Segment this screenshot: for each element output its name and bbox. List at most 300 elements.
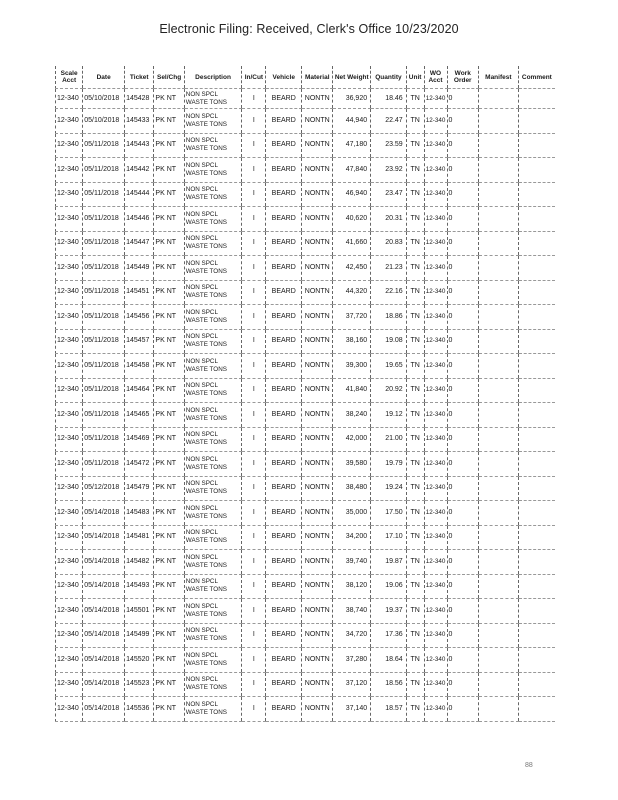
table-row: [56, 501, 556, 526]
scale-acct-cell: 12-340: [56, 623, 83, 648]
description-cell: NON SPCL WASTE TONS: [184, 89, 242, 109]
net-weight-cell: 38,740: [333, 599, 371, 624]
scale-acct-cell: 12-340: [56, 403, 83, 428]
wo-acct-cell: 12-340: [424, 207, 447, 232]
vehicle-cell: BEARD: [266, 280, 302, 305]
sel-chg-cell: PK NT: [154, 182, 184, 207]
work-order-cell: 0: [447, 550, 478, 575]
net-weight-cell: 40,620: [333, 207, 371, 232]
net-weight-cell: 34,200: [333, 525, 371, 550]
comment-cell: [518, 648, 555, 673]
work-order-cell: 0: [447, 672, 478, 697]
vehicle-cell: BEARD: [266, 329, 302, 354]
column-header: Unit: [406, 66, 424, 89]
in-cut-cell: I: [242, 403, 266, 428]
work-order-cell: 0: [447, 133, 478, 158]
comment-cell: [518, 256, 555, 281]
description-cell: NON SPCL WASTE TONS: [184, 256, 242, 281]
description-cell: NON SPCL WASTE TONS: [184, 599, 242, 624]
scale-acct-cell: 12-340: [56, 476, 83, 501]
comment-cell: [518, 133, 555, 158]
vehicle-cell: BEARD: [266, 109, 302, 134]
comment-cell: [518, 574, 555, 599]
table-row: [56, 427, 556, 452]
work-order-cell: 0: [447, 574, 478, 599]
in-cut-cell: I: [242, 182, 266, 207]
ticket-cell: 145451: [125, 280, 154, 305]
scale-acct-cell: 12-340: [56, 648, 83, 673]
date-cell: 05/14/2018: [83, 525, 125, 550]
quantity-cell: 19.08: [371, 329, 407, 354]
sel-chg-cell: PK NT: [154, 207, 184, 232]
quantity-cell: 23.92: [371, 158, 407, 183]
manifest-cell: [478, 329, 518, 354]
unit-cell: TN: [406, 354, 424, 379]
work-order-cell: 0: [447, 599, 478, 624]
material-cell: NONTN: [302, 378, 333, 403]
sel-chg-cell: PK NT: [154, 256, 184, 281]
in-cut-cell: I: [242, 599, 266, 624]
manifest-cell: [478, 403, 518, 428]
sel-chg-cell: PK NT: [154, 550, 184, 575]
comment-cell: [518, 207, 555, 232]
comment-cell: [518, 280, 555, 305]
wo-acct-cell: 12-340: [424, 550, 447, 575]
in-cut-cell: I: [242, 574, 266, 599]
wo-acct-cell: 12-340: [424, 403, 447, 428]
in-cut-cell: I: [242, 280, 266, 305]
scale-acct-cell: 12-340: [56, 574, 83, 599]
in-cut-cell: I: [242, 501, 266, 526]
work-order-cell: 0: [447, 280, 478, 305]
vehicle-cell: BEARD: [266, 378, 302, 403]
comment-cell: [518, 623, 555, 648]
scale-acct-cell: 12-340: [56, 354, 83, 379]
quantity-cell: 20.31: [371, 207, 407, 232]
quantity-cell: 18.46: [371, 89, 407, 109]
description-cell: NON SPCL WASTE TONS: [184, 329, 242, 354]
wo-acct-cell: 12-340: [424, 599, 447, 624]
sel-chg-cell: PK NT: [154, 427, 184, 452]
date-cell: 05/14/2018: [83, 599, 125, 624]
vehicle-cell: BEARD: [266, 231, 302, 256]
in-cut-cell: I: [242, 354, 266, 379]
sel-chg-cell: PK NT: [154, 697, 184, 722]
manifest-cell: [478, 158, 518, 183]
in-cut-cell: I: [242, 697, 266, 722]
manifest-cell: [478, 672, 518, 697]
scale-acct-cell: 12-340: [56, 182, 83, 207]
column-header: Sel/Chg: [154, 66, 184, 89]
ticket-cell: 145536: [125, 697, 154, 722]
unit-cell: TN: [406, 133, 424, 158]
sel-chg-cell: PK NT: [154, 89, 184, 109]
page-mark: 88: [525, 762, 533, 769]
disposal-ticket-table: [55, 66, 555, 722]
ticket-cell: 145469: [125, 427, 154, 452]
work-order-cell: 0: [447, 697, 478, 722]
manifest-cell: [478, 550, 518, 575]
unit-cell: TN: [406, 329, 424, 354]
comment-cell: [518, 697, 555, 722]
description-cell: NON SPCL WASTE TONS: [184, 305, 242, 330]
work-order-cell: 0: [447, 648, 478, 673]
net-weight-cell: 37,720: [333, 305, 371, 330]
column-header: Work Order: [447, 66, 478, 89]
sel-chg-cell: PK NT: [154, 623, 184, 648]
quantity-cell: 17.50: [371, 501, 407, 526]
material-cell: NONTN: [302, 280, 333, 305]
ticket-cell: 145479: [125, 476, 154, 501]
scale-acct-cell: 12-340: [56, 329, 83, 354]
description-cell: NON SPCL WASTE TONS: [184, 133, 242, 158]
table-row: [56, 133, 556, 158]
material-cell: NONTN: [302, 599, 333, 624]
manifest-cell: [478, 280, 518, 305]
work-order-cell: 0: [447, 256, 478, 281]
description-cell: NON SPCL WASTE TONS: [184, 403, 242, 428]
table-row: [56, 305, 556, 330]
work-order-cell: 0: [447, 89, 478, 109]
in-cut-cell: I: [242, 672, 266, 697]
ticket-cell: 145457: [125, 329, 154, 354]
ticket-cell: 145456: [125, 305, 154, 330]
date-cell: 05/10/2018: [83, 89, 125, 109]
net-weight-cell: 42,000: [333, 427, 371, 452]
comment-cell: [518, 231, 555, 256]
quantity-cell: 18.86: [371, 305, 407, 330]
manifest-cell: [478, 89, 518, 109]
material-cell: NONTN: [302, 207, 333, 232]
in-cut-cell: I: [242, 89, 266, 109]
wo-acct-cell: 12-340: [424, 697, 447, 722]
wo-acct-cell: 12-340: [424, 89, 447, 109]
column-header: Comment: [518, 66, 555, 89]
in-cut-cell: I: [242, 452, 266, 477]
in-cut-cell: I: [242, 305, 266, 330]
unit-cell: TN: [406, 158, 424, 183]
unit-cell: TN: [406, 623, 424, 648]
wo-acct-cell: 12-340: [424, 525, 447, 550]
in-cut-cell: I: [242, 476, 266, 501]
material-cell: NONTN: [302, 672, 333, 697]
net-weight-cell: 39,300: [333, 354, 371, 379]
table-row: [56, 623, 556, 648]
quantity-cell: 19.79: [371, 452, 407, 477]
material-cell: NONTN: [302, 403, 333, 428]
comment-cell: [518, 550, 555, 575]
work-order-cell: 0: [447, 452, 478, 477]
vehicle-cell: BEARD: [266, 574, 302, 599]
in-cut-cell: I: [242, 207, 266, 232]
net-weight-cell: 38,480: [333, 476, 371, 501]
sel-chg-cell: PK NT: [154, 354, 184, 379]
unit-cell: TN: [406, 182, 424, 207]
ticket-cell: 145446: [125, 207, 154, 232]
manifest-cell: [478, 697, 518, 722]
unit-cell: TN: [406, 207, 424, 232]
date-cell: 05/14/2018: [83, 550, 125, 575]
unit-cell: TN: [406, 672, 424, 697]
quantity-cell: 17.36: [371, 623, 407, 648]
net-weight-cell: 37,120: [333, 672, 371, 697]
description-cell: NON SPCL WASTE TONS: [184, 623, 242, 648]
table-body: [56, 89, 556, 722]
quantity-cell: 21.00: [371, 427, 407, 452]
material-cell: NONTN: [302, 427, 333, 452]
net-weight-cell: 41,660: [333, 231, 371, 256]
in-cut-cell: I: [242, 231, 266, 256]
comment-cell: [518, 427, 555, 452]
material-cell: NONTN: [302, 525, 333, 550]
sel-chg-cell: PK NT: [154, 501, 184, 526]
material-cell: NONTN: [302, 109, 333, 134]
unit-cell: TN: [406, 525, 424, 550]
work-order-cell: 0: [447, 158, 478, 183]
wo-acct-cell: 12-340: [424, 133, 447, 158]
sel-chg-cell: PK NT: [154, 158, 184, 183]
scale-acct-cell: 12-340: [56, 427, 83, 452]
date-cell: 05/11/2018: [83, 280, 125, 305]
ticket-cell: 145464: [125, 378, 154, 403]
manifest-cell: [478, 378, 518, 403]
date-cell: 05/12/2018: [83, 476, 125, 501]
in-cut-cell: I: [242, 525, 266, 550]
sel-chg-cell: PK NT: [154, 476, 184, 501]
description-cell: NON SPCL WASTE TONS: [184, 452, 242, 477]
sel-chg-cell: PK NT: [154, 329, 184, 354]
vehicle-cell: BEARD: [266, 158, 302, 183]
manifest-cell: [478, 182, 518, 207]
page-title: Electronic Filing: Received, Clerk's Office 10/23/2020: [159, 22, 459, 36]
scale-acct-cell: 12-340: [56, 280, 83, 305]
wo-acct-cell: 12-340: [424, 354, 447, 379]
material-cell: NONTN: [302, 452, 333, 477]
work-order-cell: 0: [447, 182, 478, 207]
manifest-cell: [478, 305, 518, 330]
column-header: Vehicle: [266, 66, 302, 89]
material-cell: NONTN: [302, 158, 333, 183]
unit-cell: TN: [406, 280, 424, 305]
material-cell: NONTN: [302, 697, 333, 722]
manifest-cell: [478, 476, 518, 501]
unit-cell: TN: [406, 550, 424, 575]
manifest-cell: [478, 525, 518, 550]
vehicle-cell: BEARD: [266, 182, 302, 207]
wo-acct-cell: 12-340: [424, 305, 447, 330]
scale-acct-cell: 12-340: [56, 525, 83, 550]
work-order-cell: 0: [447, 354, 478, 379]
ticket-cell: 145428: [125, 89, 154, 109]
material-cell: NONTN: [302, 305, 333, 330]
date-cell: 05/14/2018: [83, 574, 125, 599]
net-weight-cell: 46,940: [333, 182, 371, 207]
manifest-cell: [478, 501, 518, 526]
material-cell: NONTN: [302, 574, 333, 599]
date-cell: 05/14/2018: [83, 697, 125, 722]
net-weight-cell: 42,450: [333, 256, 371, 281]
in-cut-cell: I: [242, 158, 266, 183]
table-row: [56, 207, 556, 232]
material-cell: NONTN: [302, 231, 333, 256]
in-cut-cell: I: [242, 109, 266, 134]
vehicle-cell: BEARD: [266, 256, 302, 281]
table-row: [56, 89, 556, 109]
comment-cell: [518, 672, 555, 697]
quantity-cell: 20.83: [371, 231, 407, 256]
date-cell: 05/14/2018: [83, 623, 125, 648]
ticket-cell: 145442: [125, 158, 154, 183]
net-weight-cell: 39,580: [333, 452, 371, 477]
material-cell: NONTN: [302, 256, 333, 281]
quantity-cell: 19.65: [371, 354, 407, 379]
date-cell: 05/14/2018: [83, 672, 125, 697]
manifest-cell: [478, 133, 518, 158]
manifest-cell: [478, 427, 518, 452]
table-row: [56, 672, 556, 697]
scale-acct-cell: 12-340: [56, 231, 83, 256]
scale-acct-cell: 12-340: [56, 109, 83, 134]
quantity-cell: 21.23: [371, 256, 407, 281]
date-cell: 05/11/2018: [83, 305, 125, 330]
column-header: Manifest: [478, 66, 518, 89]
quantity-cell: 20.92: [371, 378, 407, 403]
unit-cell: TN: [406, 305, 424, 330]
column-header: Date: [83, 66, 125, 89]
net-weight-cell: 44,940: [333, 109, 371, 134]
quantity-cell: 22.47: [371, 109, 407, 134]
manifest-cell: [478, 207, 518, 232]
in-cut-cell: I: [242, 133, 266, 158]
manifest-cell: [478, 623, 518, 648]
comment-cell: [518, 452, 555, 477]
table-row: [56, 182, 556, 207]
table-row: [56, 231, 556, 256]
material-cell: NONTN: [302, 182, 333, 207]
work-order-cell: 0: [447, 207, 478, 232]
table-row: [56, 476, 556, 501]
sel-chg-cell: PK NT: [154, 403, 184, 428]
comment-cell: [518, 354, 555, 379]
comment-cell: [518, 476, 555, 501]
sel-chg-cell: PK NT: [154, 109, 184, 134]
scale-acct-cell: 12-340: [56, 256, 83, 281]
ticket-cell: 145501: [125, 599, 154, 624]
ticket-cell: 145483: [125, 501, 154, 526]
work-order-cell: 0: [447, 476, 478, 501]
description-cell: NON SPCL WASTE TONS: [184, 109, 242, 134]
manifest-cell: [478, 599, 518, 624]
vehicle-cell: BEARD: [266, 89, 302, 109]
unit-cell: TN: [406, 256, 424, 281]
material-cell: NONTN: [302, 476, 333, 501]
column-header: Material: [302, 66, 333, 89]
date-cell: 05/11/2018: [83, 133, 125, 158]
date-cell: 05/11/2018: [83, 427, 125, 452]
work-order-cell: 0: [447, 109, 478, 134]
wo-acct-cell: 12-340: [424, 329, 447, 354]
sel-chg-cell: PK NT: [154, 574, 184, 599]
scale-acct-cell: 12-340: [56, 452, 83, 477]
wo-acct-cell: 12-340: [424, 256, 447, 281]
column-header: In/Cut: [242, 66, 266, 89]
in-cut-cell: I: [242, 378, 266, 403]
date-cell: 05/14/2018: [83, 648, 125, 673]
unit-cell: TN: [406, 378, 424, 403]
material-cell: NONTN: [302, 354, 333, 379]
ticket-cell: 145465: [125, 403, 154, 428]
vehicle-cell: BEARD: [266, 452, 302, 477]
table-row: [56, 648, 556, 673]
description-cell: NON SPCL WASTE TONS: [184, 207, 242, 232]
column-header: Net Weight: [333, 66, 371, 89]
net-weight-cell: 38,160: [333, 329, 371, 354]
scale-acct-cell: 12-340: [56, 89, 83, 109]
scale-acct-cell: 12-340: [56, 158, 83, 183]
quantity-cell: 18.57: [371, 697, 407, 722]
table-row: [56, 158, 556, 183]
wo-acct-cell: 12-340: [424, 427, 447, 452]
sel-chg-cell: PK NT: [154, 231, 184, 256]
description-cell: NON SPCL WASTE TONS: [184, 280, 242, 305]
sel-chg-cell: PK NT: [154, 378, 184, 403]
date-cell: 05/11/2018: [83, 182, 125, 207]
work-order-cell: 0: [447, 623, 478, 648]
table-row: [56, 574, 556, 599]
date-cell: 05/11/2018: [83, 158, 125, 183]
column-header: Scale Acct: [56, 66, 83, 89]
wo-acct-cell: 12-340: [424, 648, 447, 673]
table-row: [56, 280, 556, 305]
date-cell: 05/11/2018: [83, 329, 125, 354]
vehicle-cell: BEARD: [266, 403, 302, 428]
work-order-cell: 0: [447, 427, 478, 452]
ticket-cell: 145523: [125, 672, 154, 697]
description-cell: NON SPCL WASTE TONS: [184, 672, 242, 697]
table-row: [56, 403, 556, 428]
description-cell: NON SPCL WASTE TONS: [184, 182, 242, 207]
table-row: [56, 452, 556, 477]
description-cell: NON SPCL WASTE TONS: [184, 231, 242, 256]
work-order-cell: 0: [447, 378, 478, 403]
ticket-cell: 145481: [125, 525, 154, 550]
comment-cell: [518, 182, 555, 207]
scale-acct-cell: 12-340: [56, 550, 83, 575]
comment-cell: [518, 599, 555, 624]
wo-acct-cell: 12-340: [424, 231, 447, 256]
vehicle-cell: BEARD: [266, 599, 302, 624]
wo-acct-cell: 12-340: [424, 158, 447, 183]
vehicle-cell: BEARD: [266, 354, 302, 379]
comment-cell: [518, 158, 555, 183]
scale-acct-cell: 12-340: [56, 697, 83, 722]
vehicle-cell: BEARD: [266, 476, 302, 501]
date-cell: 05/11/2018: [83, 452, 125, 477]
vehicle-cell: BEARD: [266, 623, 302, 648]
scale-acct-cell: 12-340: [56, 207, 83, 232]
quantity-cell: 23.59: [371, 133, 407, 158]
ticket-cell: 145482: [125, 550, 154, 575]
wo-acct-cell: 12-340: [424, 476, 447, 501]
vehicle-cell: BEARD: [266, 697, 302, 722]
quantity-cell: 19.87: [371, 550, 407, 575]
quantity-cell: 19.12: [371, 403, 407, 428]
quantity-cell: 17.10: [371, 525, 407, 550]
table-row: [56, 329, 556, 354]
unit-cell: TN: [406, 599, 424, 624]
column-header: Quantity: [371, 66, 407, 89]
sel-chg-cell: PK NT: [154, 599, 184, 624]
